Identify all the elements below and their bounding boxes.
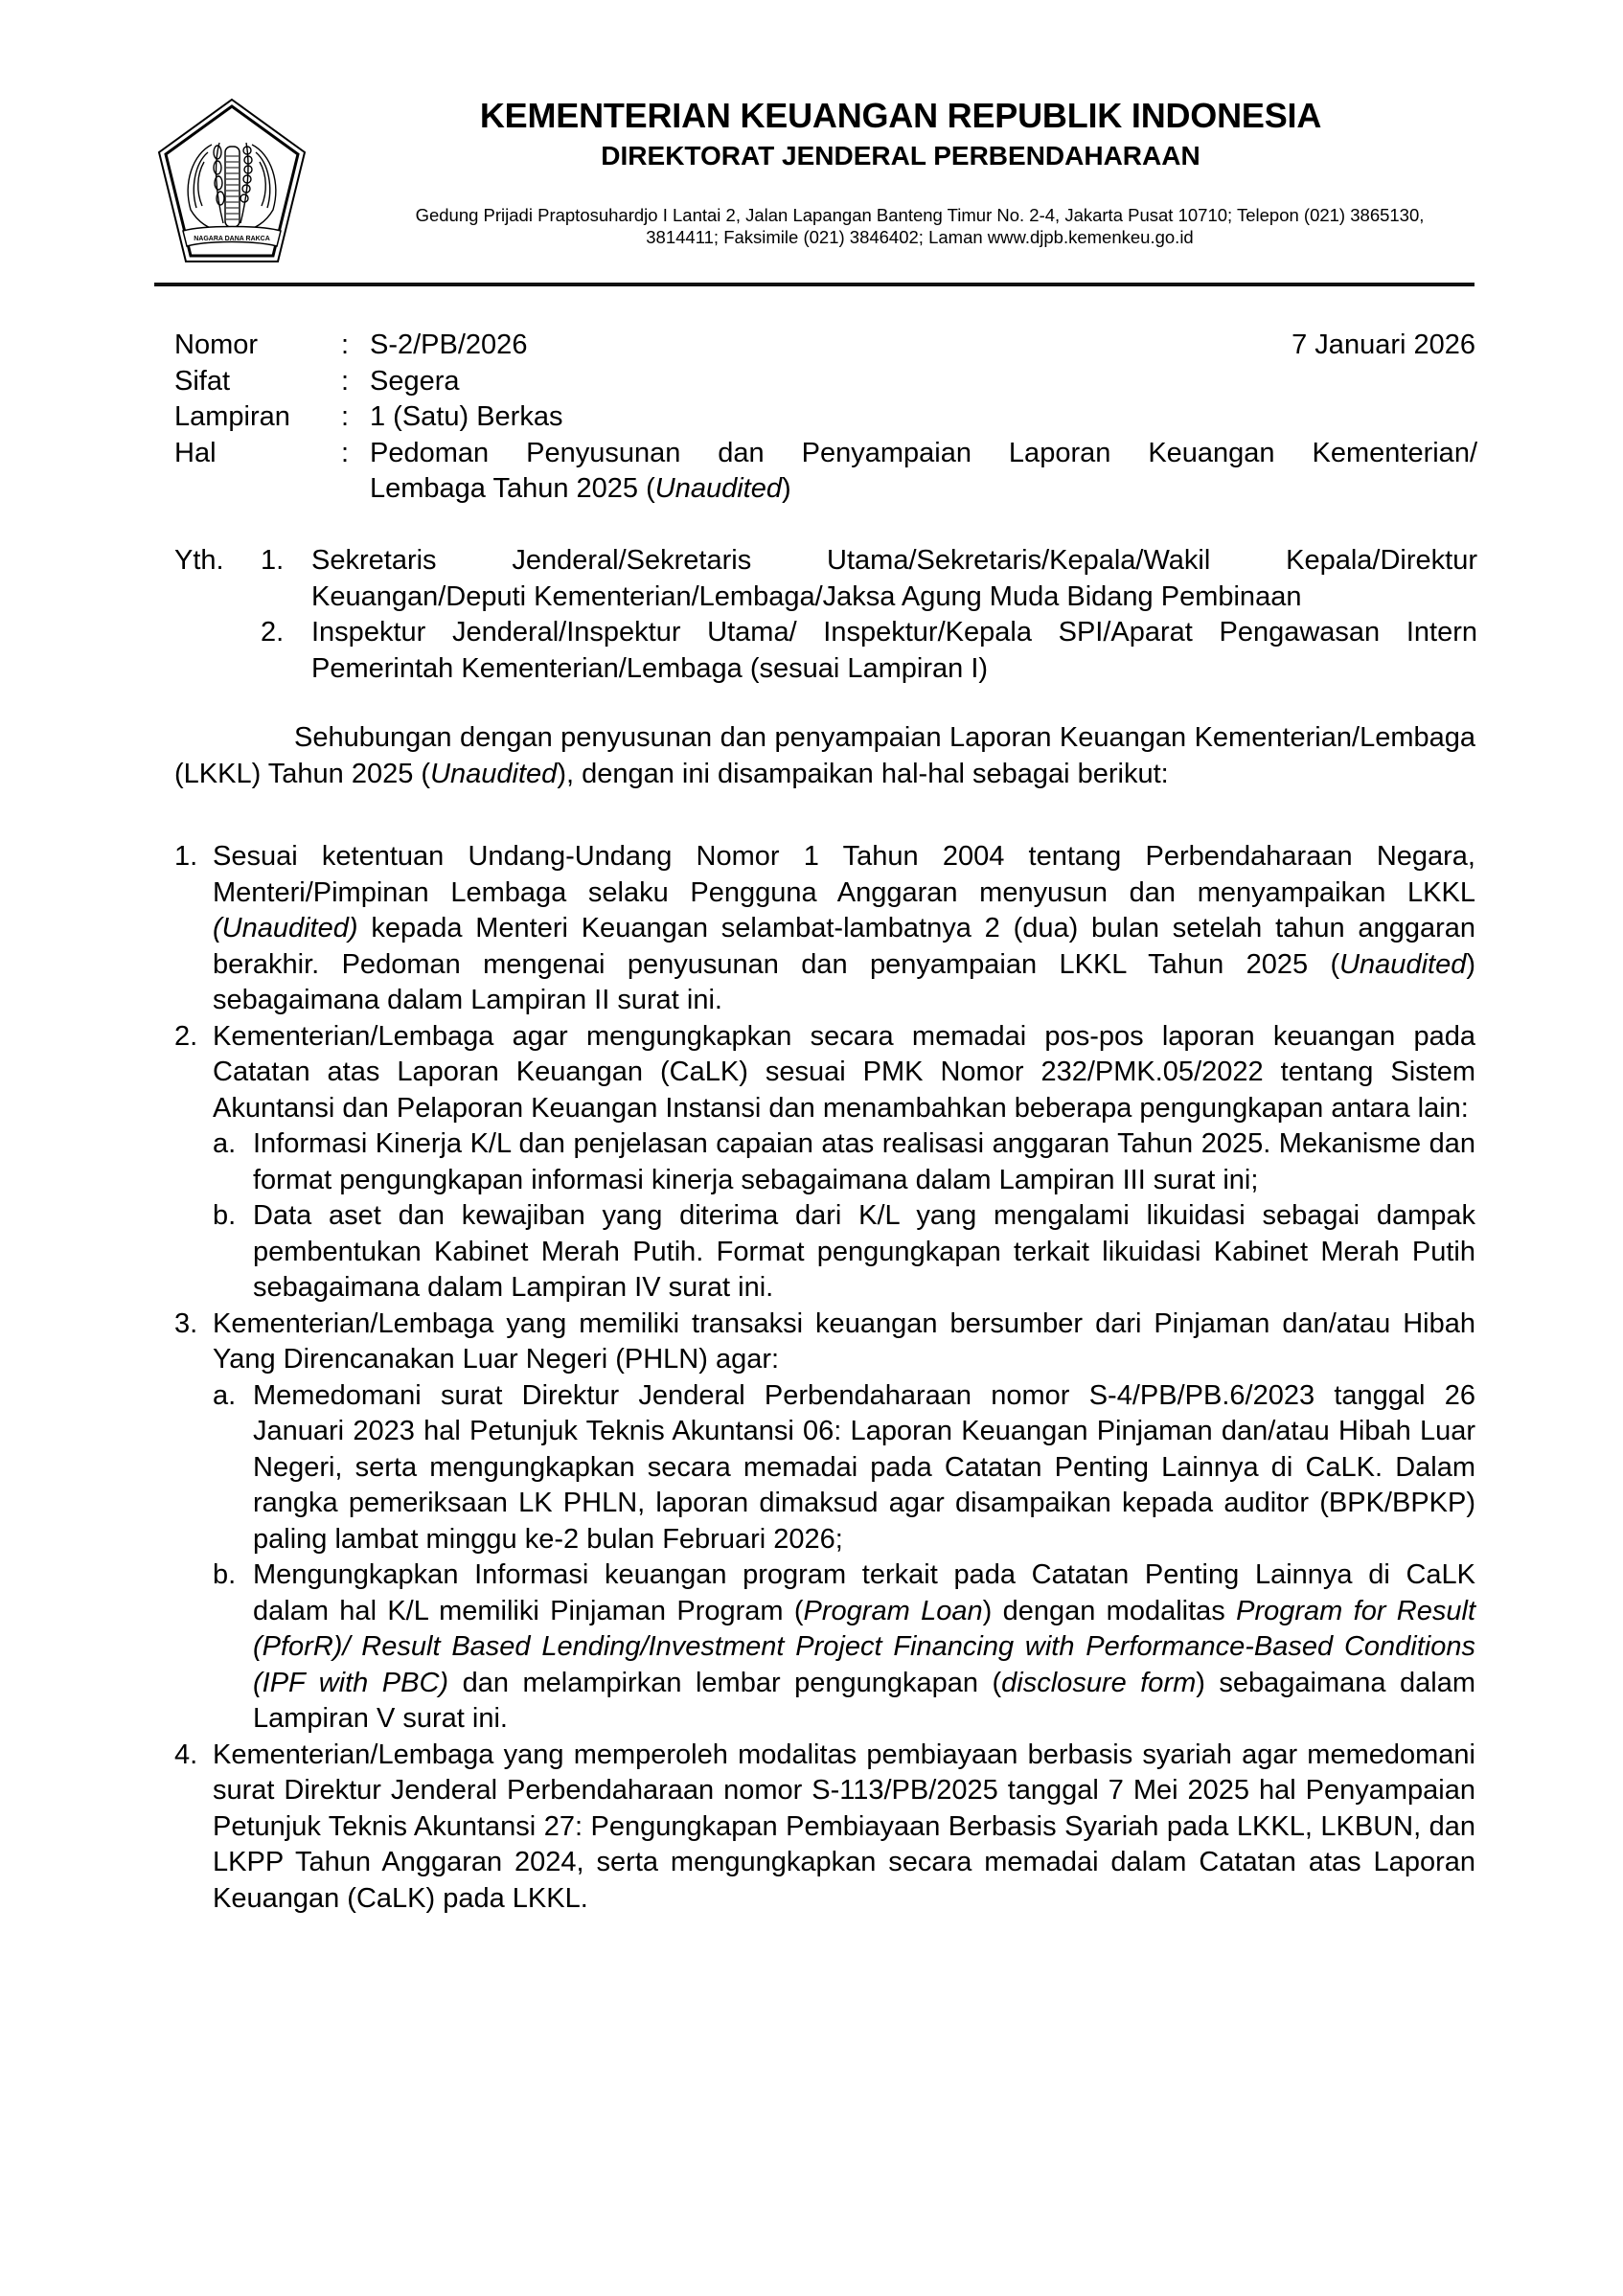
meta-row-hal (174, 436, 1477, 508)
meta-row-sifat (174, 364, 1477, 400)
meta-colon: : (341, 401, 350, 432)
sub-point-text (253, 1557, 1475, 1738)
point-number: 1. (174, 841, 198, 872)
point-number: 2. (174, 1020, 198, 1052)
logo-motto: NAGARA DANA RAKCA (194, 236, 270, 242)
point-item (174, 1307, 1475, 1738)
addressee-line-1: Inspektur Jenderal/Inspektur Utama/ Inspektur/Kepala SPI/Aparat Pengawasan Intern (311, 617, 1477, 648)
sub-point-text: Data aset dan kewajiban yang diterima dari K/L yang mengalami likuidasi sebagai dampak pembentukan Kabinet Merah Putih. Format pengungkapan terkait likuidasi Kabinet Merah Putih sebagaimana dalam Lampiran IV surat ini. (253, 1200, 1475, 1303)
meta-colon: : (341, 330, 350, 360)
sub-point-text-segment: ) dengan modalitas (982, 1595, 1237, 1626)
addressee-number: 2. (261, 617, 285, 648)
address-line-2: 3814411; Faksimile (021) 3846402; Laman www.djpb.kemenkeu.go.id (646, 227, 1194, 247)
sub-point-text: Memedomani surat Direktur Jenderal Perbendaharaan nomor S-4/PB/PB.6/2023 tanggal 26 Januari 2023 hal Petunjuk Teknis Akuntansi 06: Laporan Keuangan Pinjaman dan/atau Hibah Luar Negeri, serta mengungkapkan secara memadai pada Catatan Penting Lainnya di CaLK. Dalam rangka pemeriksaan LK PHLN, laporan dimaksud agar disampaikan kepada auditor (BPK/BPKP) paling lambat minggu ke-2 bulan Februari 2026; (253, 1379, 1475, 1555)
intro-unaudited: Unaudited (430, 758, 558, 789)
point-italic: (Unaudited) (213, 913, 358, 943)
sub-point-text-segment: Mengungkapkan Informasi keuangan program terkait pada Catatan Penting Lainnya di CaLK dalam hal K/L memiliki Pinjaman Program ( (253, 1559, 1475, 1626)
sub-point-item (213, 1557, 1475, 1738)
sub-point-italic: Program for Result (PforR)/ Result Based Lending/Investment Project Financing with Performance-Based Conditions (IPF with PBC) (253, 1595, 1475, 1698)
numbered-points (174, 839, 1475, 1917)
addressee-number: 1. (261, 545, 285, 576)
point-italic: Unaudited (1339, 948, 1467, 980)
point-body (213, 839, 1475, 1019)
point-text: Kementerian/Lembaga agar mengungkapkan secara memadai pos-pos laporan keuangan pada Catatan atas Laporan Keuangan (CaLK) sesuai PMK Nomor 232/PMK.05/2022 tentang Sistem Akuntansi dan Pelaporan Keuangan Instansi dan menambahkan beberapa pengungkapan antara lain: (213, 1020, 1475, 1124)
point-text: Kementerian/Lembaga yang memperoleh modalitas pembiayaan berbasis syariah agar memedomani surat Direktur Jenderal Perbendaharaan nomor S-113/PB/2025 tanggal 7 Mei 2025 hal Penyampaian Petunjuk Teknis Akuntansi 27: Pengungkapan Pembiayaan Berbasis Syariah pada LKKL, LKBUN, dan LKPP Tahun Anggaran 2024, serta mengungkapkan secara memadai dalam Catatan atas Laporan Keuangan (CaLK) pada LKKL. (213, 1739, 1475, 1914)
sub-point-item (213, 1378, 1475, 1558)
sub-point-italic: disclosure form (1001, 1667, 1197, 1698)
sub-point-letter: b. (213, 1559, 237, 1590)
addressee-item (261, 615, 1477, 687)
ministry-title: KEMENTERIAN KEUANGAN REPUBLIK INDONESIA (479, 96, 1322, 135)
point-text: Kementerian/Lembaga yang memiliki transaksi keuangan bersumber dari Pinjaman dan/atau Hibah Yang Direncanakan Luar Negeri (PHLN) agar: (213, 1307, 1475, 1375)
sub-point-item (213, 1126, 1475, 1198)
point-item (174, 839, 1475, 1019)
point-item (174, 1738, 1475, 1918)
addressee-line-1: Sekretaris Jenderal/Sekretaris Utama/Sekretaris/Kepala/Wakil Kepala/Direktur (311, 545, 1477, 576)
meta-value-lampiran: 1 (Satu) Berkas (370, 401, 563, 432)
meta-value-nomor: S-2/PB/2026 (370, 330, 528, 360)
intro-paragraph (174, 720, 1475, 792)
addressee-line-2: Pemerintah Kementerian/Lembaga (sesuai Lampiran I) (311, 652, 989, 684)
hal-line-2-suffix: ) (781, 473, 791, 504)
meta-label: Lampiran (174, 401, 290, 432)
point-item (174, 1019, 1475, 1307)
sub-point-letter: a. (213, 1379, 237, 1411)
meta-label: Hal (174, 437, 217, 468)
hal-line-2 (370, 471, 1477, 508)
sub-point-italic: Program Loan (803, 1595, 983, 1626)
letterhead-divider (154, 283, 1474, 286)
sub-point-text-segment: ) sebagaimana dalam Lampiran V surat ini. (253, 1667, 1475, 1734)
point-body (213, 1019, 1475, 1307)
addressee-label: Yth. (174, 545, 224, 576)
meta-row-nomor (174, 328, 1477, 364)
addressee-list (261, 543, 1477, 687)
directorate-subtitle: DIREKTORAT JENDERAL PERBENDAHARAAN (601, 141, 1200, 170)
kemenkeu-emblem-icon (156, 97, 308, 265)
address-line-1: Gedung Prijadi Praptosuhardjo I Lantai 2, Jalan Lapangan Banteng Timur No. 2-4, Jakarta Pusat 10710; Telepon (021) 3865130, (415, 205, 1425, 225)
letter-meta (174, 328, 1477, 508)
hal-line-1: Pedoman Penyusunan dan Penyampaian Laporan Keuangan Kementerian/ (370, 437, 1477, 468)
sub-point-text: Informasi Kinerja K/L dan penjelasan capaian atas realisasi anggaran Tahun 2025. Mekanisme dan format pengungkapan informasi kinerja sebagaimana dalam Lampiran III surat ini; (253, 1128, 1475, 1195)
intro-text-1: Sehubungan dengan penyusunan dan penyampaian Laporan Keuangan Kementerian/Lembaga (LKKL) Tahun 2025 ( (174, 722, 1475, 789)
letter-date: 7 Januari 2026 (1292, 330, 1475, 360)
addressee-text (311, 615, 1477, 687)
hal-unaudited: Unaudited (654, 473, 782, 504)
point-body (213, 1307, 1475, 1738)
meta-colon: : (341, 437, 350, 468)
intro-text-2: ), dengan ini disampaikan hal-hal sebagai berikut: (557, 758, 1169, 789)
addressees (174, 543, 1477, 687)
addressee-text (311, 543, 1477, 615)
sub-point-letter: a. (213, 1128, 237, 1159)
addressee-line-2: Keuangan/Deputi Kementerian/Lembaga/Jaksa Agung Muda Bidang Pembinaan (311, 580, 1302, 612)
addressee-item (261, 543, 1477, 615)
sub-point-letter: b. (213, 1200, 237, 1231)
point-number: 3. (174, 1307, 198, 1339)
point-number: 4. (174, 1739, 198, 1770)
meta-label: Nomor (174, 330, 259, 360)
meta-value-sifat: Segera (370, 365, 460, 397)
point-text: kepada Menteri Keuangan selambat-lambatnya 2 (dua) bulan setelah tahun anggaran berakhir. Pedoman mengenai penyusunan dan penyampaian LKKL Tahun 2025 ( (213, 913, 1475, 980)
sub-point-item (213, 1198, 1475, 1307)
meta-value-hal (370, 436, 1477, 508)
meta-row-lampiran (174, 399, 1477, 436)
hal-line-2-text: Lembaga Tahun 2025 ( (370, 473, 655, 504)
meta-colon: : (341, 365, 350, 397)
point-text: Sesuai ketentuan Undang-Undang Nomor 1 Tahun 2004 tentang Perbendaharaan Negara, Menteri/Pimpinan Lembaga selaku Pengguna Anggaran menyusun dan menyampaikan LKKL (213, 841, 1475, 908)
letterhead-address (354, 204, 1485, 248)
meta-label: Sifat (174, 365, 231, 397)
point-text: ) sebagaimana dalam Lampiran II surat ini. (213, 948, 1475, 1015)
sub-point-text-segment: dan melampirkan lembar pengungkapan ( (448, 1667, 1002, 1698)
